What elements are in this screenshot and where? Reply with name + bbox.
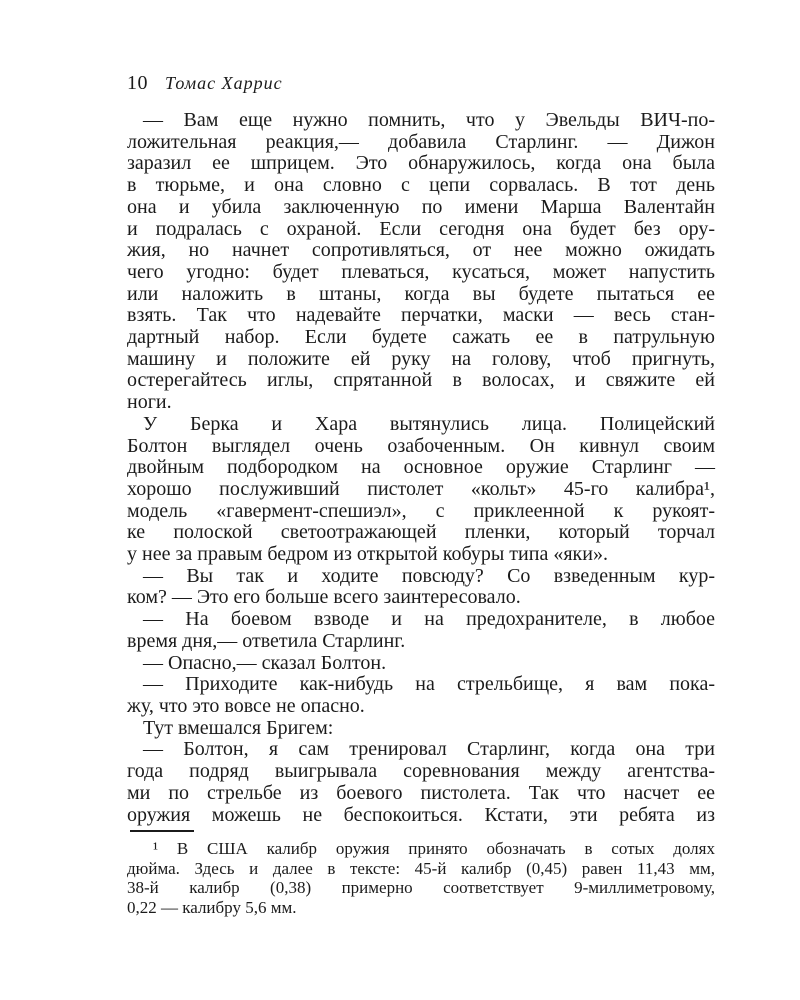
text-line: ми по стрельбе из боевого пистолета. Так что насчет ее [127, 781, 715, 804]
text-line: года подряд выигрывала соревнования между агентства- [127, 760, 715, 783]
author-name: Томас Харрис [165, 73, 283, 93]
text-line: двойным подбородком на основное оружие Старлинг — [127, 456, 715, 479]
paragraph [127, 739, 715, 826]
text-line: чего угодно: будет плеваться, кусаться, может напустить [127, 260, 715, 283]
text-line: хорошо послуживший пистолет «кольт» 45-го калибра¹, [127, 477, 715, 500]
text-line: дартный набор. Если будете сажать ее в патрульную [127, 326, 715, 349]
text-line: заразил ее шприцем. Это обнаружилось, когда она была [127, 152, 715, 175]
paragraph [127, 718, 715, 740]
text-line: Тут вмешался Бригем: [143, 716, 334, 739]
text-line: дюйма. Здесь и далее в тексте: 45-й калибр (0,45) равен 11,43 мм, [127, 858, 715, 878]
page-number: 10 [127, 72, 148, 94]
text-line: — Вам еще нужно помнить, что у Эвельды ВИЧ-по- [143, 109, 715, 131]
paragraph [127, 609, 715, 652]
text-line: ком? — Это его больше всего заинтересовало. [127, 586, 521, 609]
paragraph [127, 110, 715, 414]
text-line: — Болтон, я сам тренировал Старлинг, когда она три [143, 738, 715, 761]
text-line: жия, но начнет сопротивляться, от нее можно ожидать [127, 239, 715, 262]
text-line: модель «гавермент-спешиэл», с приклеенной к рукоят- [127, 499, 715, 522]
paragraph [127, 653, 715, 675]
text-line: — Приходите как-нибудь на стрельбище, я вам пока- [143, 673, 715, 696]
text-line: Болтон выглядел очень озабоченным. Он кивнул своим [127, 434, 715, 457]
text-line: 38-й калибр (0,38) примерно соответствует 9-миллиметровому, [127, 878, 715, 897]
text-line: 0,22 — калибру 5,6 мм. [127, 897, 297, 917]
body-text [127, 110, 715, 826]
text-line: в тюрьме, и она словно с цепи сорвалась. В тот день [127, 174, 715, 197]
page-header [127, 72, 715, 95]
text-line: взять. Так что надевайте перчатки, маски — весь стан- [127, 304, 715, 327]
text-line: машину и положите ей руку на голову, чтоб пригнуть, [127, 347, 715, 370]
text-line: оружия можешь не беспокоиться. Кстати, эти ребята из [127, 803, 715, 826]
text-line: — На боевом взводе и на предохранителе, в любое [143, 608, 715, 631]
footnote-rule [130, 830, 194, 832]
text-line: или наложить в штаны, когда вы будете пытаться ее [127, 282, 715, 305]
text-line: — Вы так и ходите повсюду? Со взведенным кур- [143, 564, 715, 587]
paragraph [127, 674, 715, 717]
text-line: ке полоской светоотражающей пленки, который торчал [127, 521, 715, 544]
text-line: остерегайтесь иглы, спрятанной в волосах, и свяжите ей [127, 369, 715, 392]
text-line: жу, что это вовсе не опасно. [127, 694, 365, 717]
text-line: она и убила заключенную по имени Марша Валентайн [127, 195, 715, 218]
text-line: время дня,— ответила Старлинг. [127, 629, 406, 652]
text-line: ноги. [127, 391, 172, 414]
text-line: ¹ В США калибр оружия принято обозначать в сотых долях [153, 839, 715, 858]
paragraph [127, 414, 715, 566]
footnote [127, 839, 715, 917]
text-line: — Опасно,— сказал Болтон. [143, 651, 387, 674]
text-line: у нее за правым бедром из открытой кобуры типа «яки». [127, 543, 608, 566]
paragraph [127, 566, 715, 609]
text-line: У Берка и Хара вытянулись лица. Полицейский [143, 412, 715, 435]
text-line: и подралась с охраной. Если сегодня она будет без ору- [127, 217, 715, 240]
text-line: ложительная реакция,— добавила Старлинг. — Дижон [127, 130, 715, 153]
